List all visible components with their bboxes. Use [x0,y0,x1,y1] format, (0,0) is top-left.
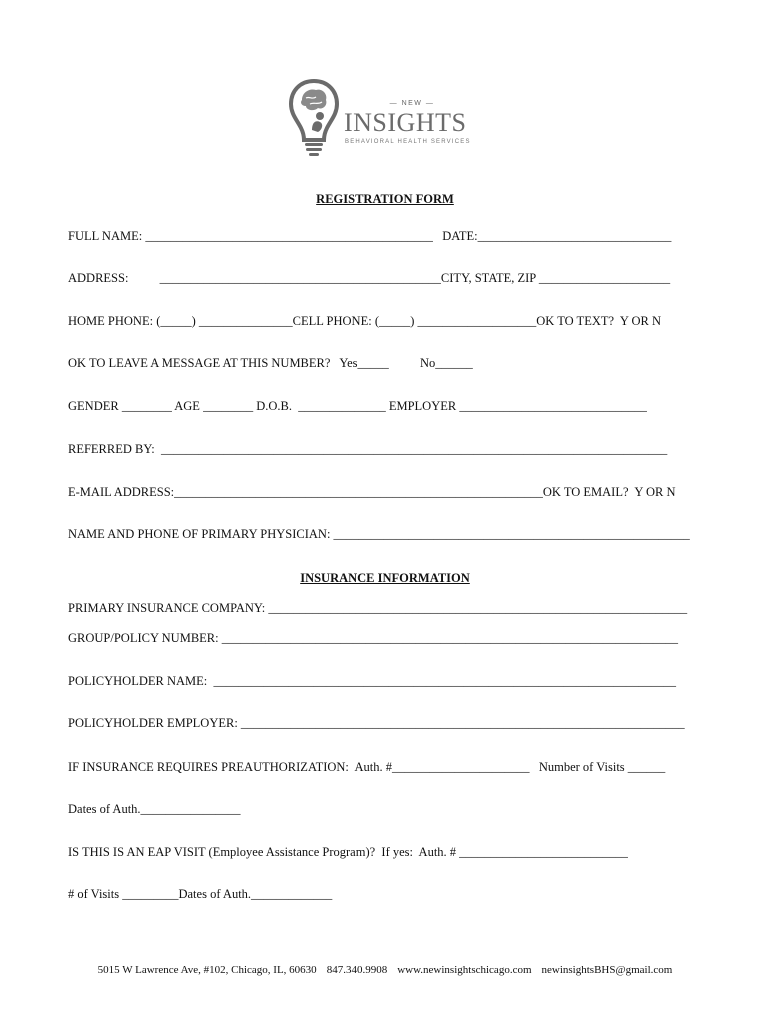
eap-visit-row[interactable]: IS THIS IS AN EAP VISIT (Employee Assistance Program)? If yes: Auth. # ___________________________ [68,845,628,859]
footer-email[interactable]: newinsightsBHS@gmail.com [541,964,673,976]
policyholder-name-row[interactable]: POLICYHOLDER NAME: __________________________________________________________________________ [68,674,676,688]
registration-form-title: REGISTRATION FORM [316,192,454,206]
demographics-row[interactable]: GENDER ________ AGE ________ D.O.B. ______________ EMPLOYER ______________________________ [68,399,647,413]
footer-address: 5015 W Lawrence Ave, #102, Chicago, IL, 60630 [97,964,317,976]
primary-physician-row[interactable]: NAME AND PHONE OF PRIMARY PHYSICIAN: _________________________________________________________ [68,527,690,541]
group-policy-number-row[interactable]: GROUP/POLICY NUMBER: _________________________________________________________________________ [68,631,678,645]
dates-of-auth-row[interactable]: Dates of Auth.________________ [68,802,241,816]
logo-wordmark: INSIGHTS [344,108,467,137]
eap-visits-dates-row[interactable]: # of Visits _________Dates of Auth._____________ [68,887,333,901]
leave-message-row[interactable]: OK TO LEAVE A MESSAGE AT THIS NUMBER? Yes_____ No______ [68,356,473,370]
footer-phone: 847.340.9908 [326,964,388,976]
company-logo [288,78,488,160]
phone-row[interactable]: HOME PHONE: (_____) _______________CELL PHONE: (_____) ___________________OK TO TEXT? Y OR N [68,314,662,328]
lightbulb-brain-icon [288,78,340,160]
full-name-date-row[interactable]: FULL NAME: ______________________________________________ DATE:_______________________________ [68,229,672,243]
policyholder-employer-row[interactable]: POLICYHOLDER EMPLOYER: _______________________________________________________________________ [68,716,685,730]
email-row[interactable]: E-MAIL ADDRESS:___________________________________________________________OK TO EMAIL? Y OR N [68,485,676,499]
logo-subtitle: BEHAVIORAL HEALTH SERVICES [345,139,471,145]
address-row[interactable]: ADDRESS: _____________________________________________CITY, STATE, ZIP _____________________ [68,271,671,285]
preauthorization-row[interactable]: IF INSURANCE REQUIRES PREAUTHORIZATION: Auth. #______________________ Number of Visits ______ [68,760,666,774]
primary-insurance-row[interactable]: PRIMARY INSURANCE COMPANY: ___________________________________________________________________ [68,601,688,615]
footer-website[interactable]: www.newinsightschicago.com [397,964,532,976]
insurance-section-title: INSURANCE INFORMATION [300,571,470,585]
footer-contact [0,964,770,976]
logo-tagline-new: — NEW — [389,100,435,107]
referred-by-row[interactable]: REFERRED BY: _________________________________________________________________________________ [68,442,668,456]
